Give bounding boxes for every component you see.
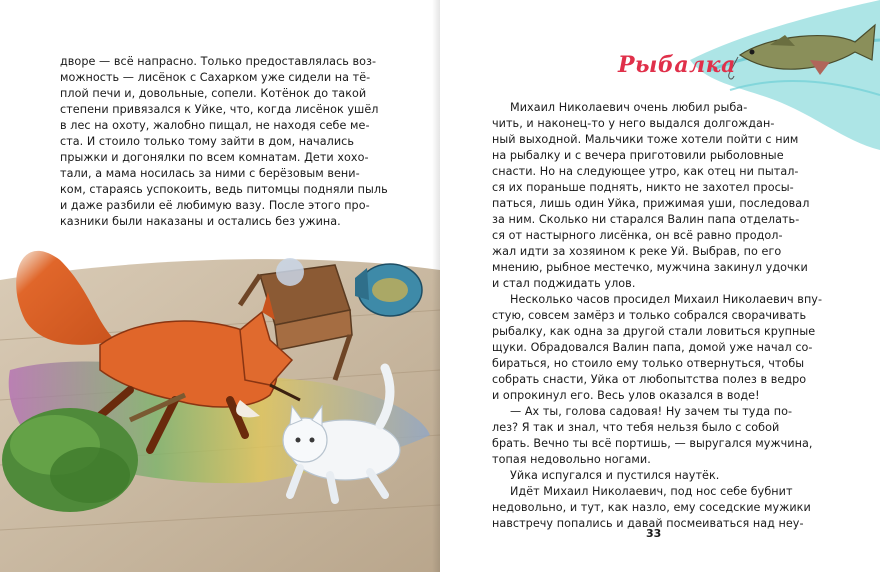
right-page-text — [492, 100, 840, 532]
right-line: лез? Я так и знал, что тебя нельзя было с собой — [492, 421, 780, 434]
right-line: — Ах ты, голова садовая! Ну зачем ты туда по- — [510, 405, 793, 418]
right-line: брать. Вечно ты всё портишь, — выругался мужчина, — [492, 437, 813, 450]
right-line: собрать снасти, Уйка от любопытства полез в ведро — [492, 373, 807, 386]
left-line: плой печи и, довольные, сопели. Котёнок до такой — [60, 87, 367, 100]
right-line: на рыбалку и с вечера приготовили рыболовные — [492, 149, 784, 162]
right-line: навстречу попались и давай посмеиваться над неу- — [492, 517, 804, 530]
right-line: Михаил Николаевич очень любил рыба- — [510, 101, 748, 114]
left-line: и даже разбили её любимую вазу. После этого про- — [60, 199, 370, 212]
right-line: за ним. Сколько ни старался Валин папа отделать- — [492, 213, 800, 226]
right-line: Идёт Михаил Николаевич, под нос себе бубнит — [510, 485, 793, 498]
left-line: ком, стараясь успокоить, ведь питомцы подняли пыль — [60, 183, 388, 196]
left-line: можность — лисёнок с Сахарком уже сидели на тё- — [60, 71, 371, 84]
right-line: и стал поджидать улов. — [492, 277, 636, 290]
right-line: щуки. Обрадовался Валин папа, домой уже начал со- — [492, 341, 813, 354]
page-number: 33 — [646, 527, 662, 540]
right-line: ный выходной. Мальчики тоже хотели пойти с ним — [492, 133, 799, 146]
right-line: бираться, но стоило ему только отвернуться, чтобы — [492, 357, 805, 370]
right-line: Уйка испугался и пустился наутёк. — [510, 469, 720, 482]
left-line: тали, а мама носилась за ними с берёзовым вени- — [60, 167, 360, 180]
right-page — [440, 0, 880, 572]
left-line: степени привязался к Уйке, что, когда лисёнок ушёл — [60, 103, 379, 116]
right-line: стую, совсем замёрз и только собрался сворачивать — [492, 309, 807, 322]
left-line: ста. И стоило только тому зайти в дом, начались — [60, 135, 354, 148]
right-line: снасти. Но на следующее утро, как отец ни пытал- — [492, 165, 799, 178]
right-line: рыбалку, как одна за другой стали ловиться крупные — [492, 325, 816, 338]
right-line: ся от настырного лисёнка, он всё равно продол- — [492, 229, 783, 242]
right-line: ся их пораньше поднять, никто не захотел просы- — [492, 181, 794, 194]
left-line: дворе — всё напрасно. Только предоставлялась воз- — [60, 55, 377, 68]
right-line: мнению, рыбное местечко, мужчина закинул удочки — [492, 261, 808, 274]
feather-ball — [276, 258, 304, 286]
right-line: Несколько часов просидел Михаил Николаевич впу- — [510, 293, 823, 306]
chapter-title: Рыбалка — [618, 52, 736, 78]
left-line: в лес на охоту, жалобно пищал, не находя себе ме- — [60, 119, 370, 132]
right-line: жал идти за хозяином к реке Уй. Выбрав, по его — [492, 245, 782, 258]
right-line: чить, и наконец-то у него выдался долгождан- — [492, 117, 775, 130]
right-line: недовольно, и тут, как назло, ему соседские мужики — [492, 501, 811, 514]
right-line: топая недовольно ногами. — [492, 453, 651, 466]
fox-kitten-illustration — [0, 220, 440, 572]
left-page-text — [60, 54, 390, 230]
left-line: прыжки и догонялки по всем комнатам. Дети хохо- — [60, 151, 369, 164]
right-line: и опрокинул его. Весь улов оказался в воде! — [492, 389, 760, 402]
left-line: казники были наказаны и остались без ужина. — [60, 215, 341, 228]
right-line: паться, лишь один Уйка, прижимая уши, последовал — [492, 197, 810, 210]
